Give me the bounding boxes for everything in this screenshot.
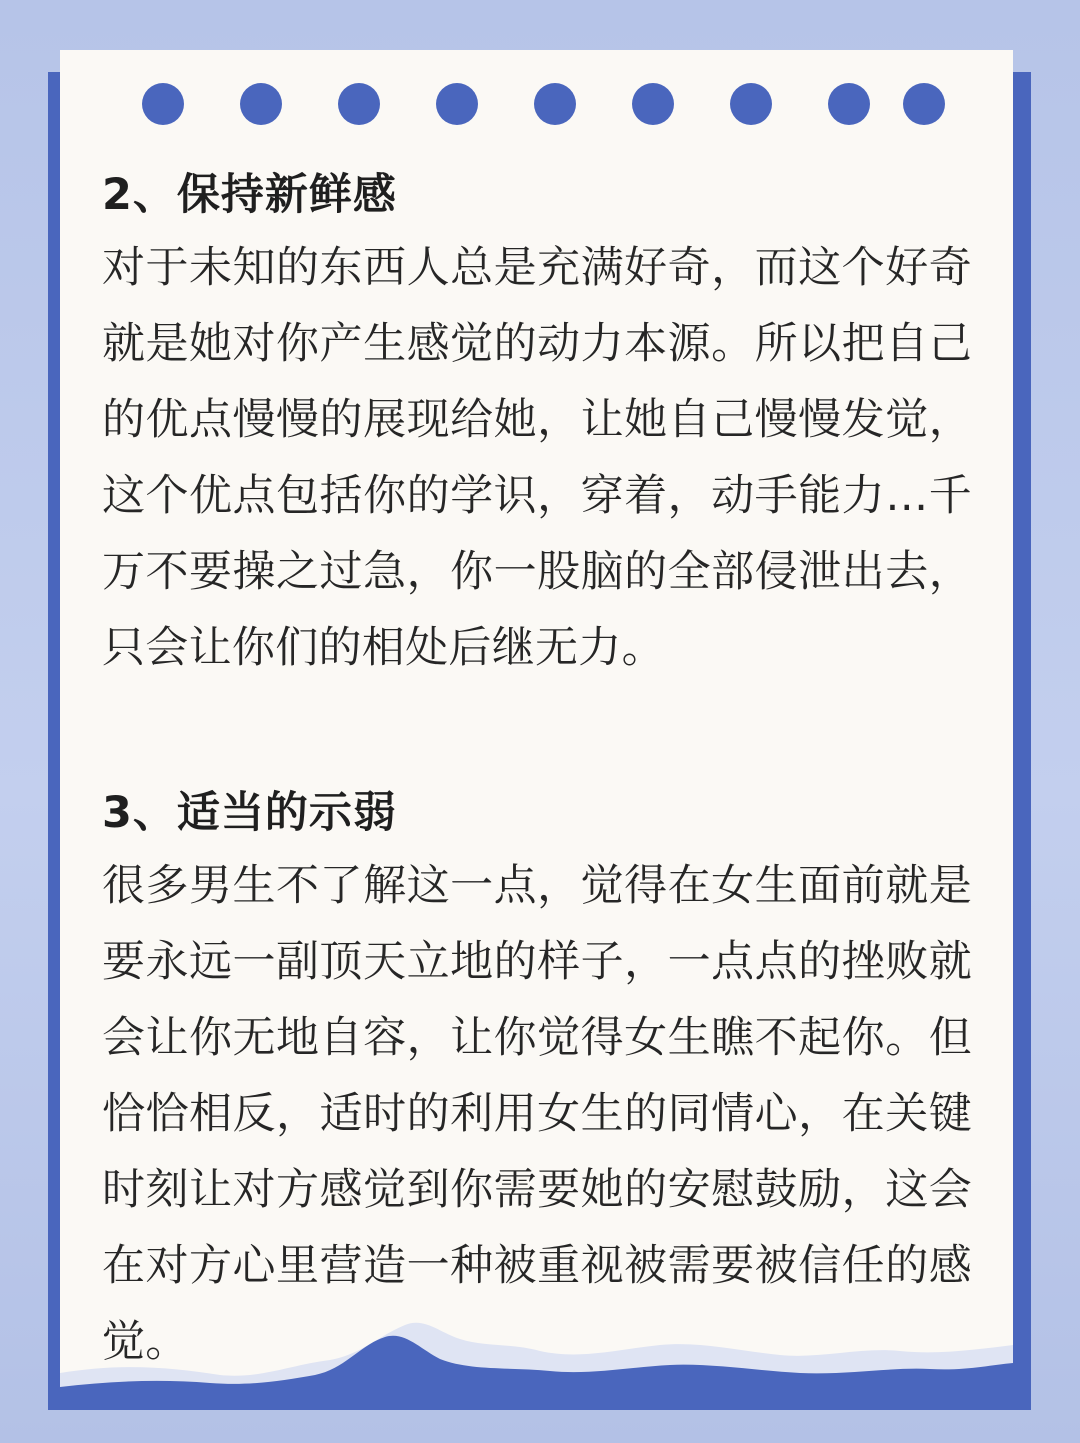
- section-heading: 2、保持新鲜感: [102, 170, 397, 220]
- binder-hole: [338, 83, 380, 125]
- binder-hole: [436, 83, 478, 125]
- binder-hole: [828, 83, 870, 125]
- section-body: 对于未知的东西人总是充满好奇，而这个好奇就是她对你产生感觉的动力本源。所以把自己的优点慢慢的展现给她，让她自己慢慢发觉，这个优点包括你的学识，穿着，动手能力…千万不要操之过急，你一股脑的全部侵泄出去，只会让你们的相处后继无力。: [102, 243, 972, 673]
- binder-hole: [534, 83, 576, 125]
- note-card: [60, 50, 1013, 1395]
- section-heading: 3、适当的示弱: [102, 788, 397, 838]
- binder-hole: [240, 83, 282, 125]
- section-body: 很多男生不了解这一点，觉得在女生面前就是要永远一副顶天立地的样子，一点点的挫败就会让你无地自容，让你觉得女生瞧不起你。但恰恰相反，适时的利用女生的同情心，在关键时刻让对方感觉到你需要她的安慰鼓励，这会在对方心里营造一种被重视被需要被信任的感觉。: [102, 861, 972, 1367]
- section-fresh: [102, 160, 972, 686]
- binder-hole: [903, 83, 945, 125]
- binder-hole: [730, 83, 772, 125]
- section-show-weakness: [102, 778, 972, 1380]
- binder-hole: [632, 83, 674, 125]
- binder-holes: [60, 50, 1013, 160]
- binder-hole: [142, 83, 184, 125]
- mountain-silhouette: [60, 1305, 1013, 1395]
- article-content: [102, 160, 972, 1380]
